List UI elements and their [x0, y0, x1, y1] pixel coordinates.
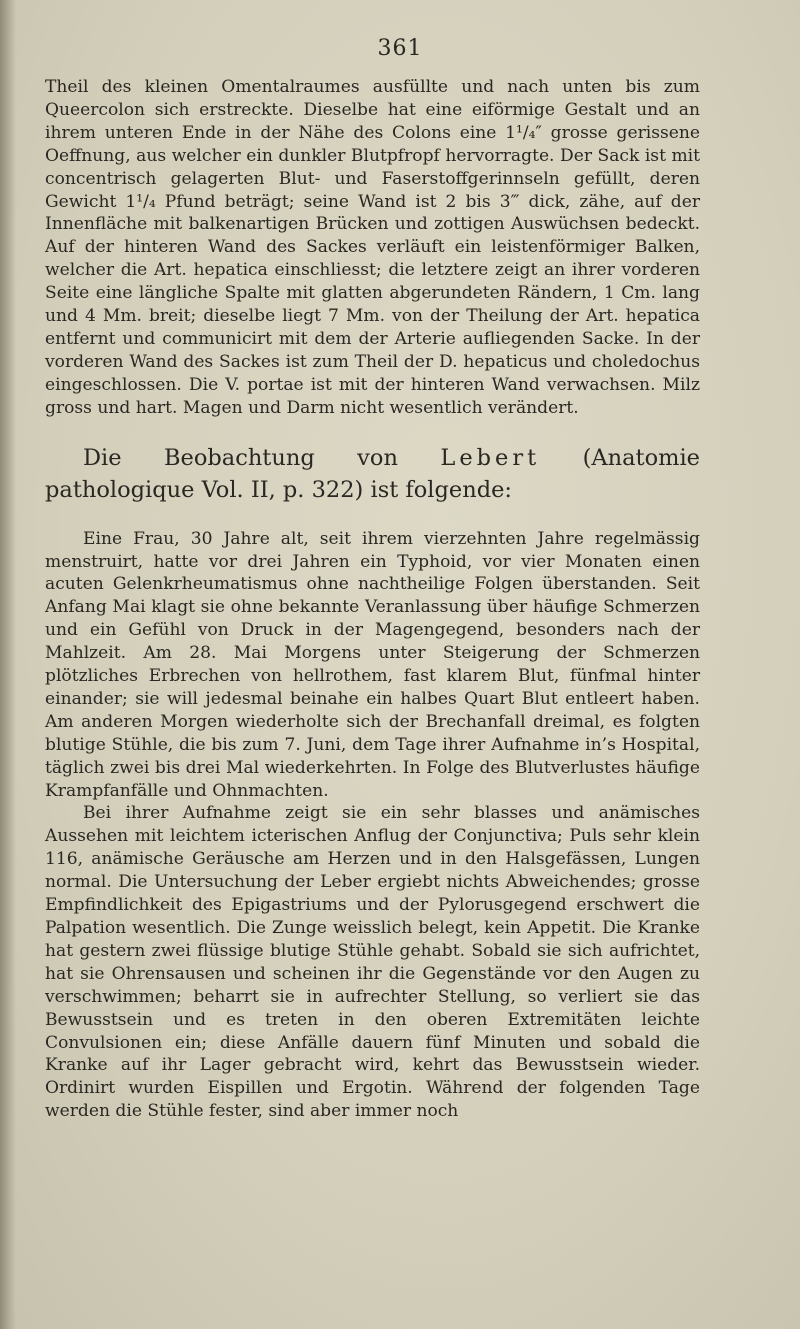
paragraph-case-history: Eine Frau, 30 Jahre alt, seit ihrem vierzehnten Jahre regelmässig menstruirt, hatte vor drei Jahren ein Typhoid, vor vier Monaten einen acuten Gelenkrheumatismus ohne nachtheilige Folgen überstanden. Seit Anfang Mai klagt sie ohne bekannte Veranlassung über häufige Schmerzen und ein Gefühl von Druck in der Magengegend, besonders nach der Mahlzeit. Am 28. Mai Morgens unter Steigerung der Schmerzen plötzliches Erbrechen von hellrothem, fast klarem Blut, fünfmal hinter einander; sie will jedesmal beinahe ein halbes Quart Blut entleert haben. Am anderen Morgen wiederholte sich der Brechanfall dreimal, es folgten blutige Stühle, die bis zum 7. Juni, dem Tage ihrer Aufnahme in’s Hospital, täglich zwei bis drei Mal wiederkehrten. In Folge des Blutverlustes häufige Krampfanfälle und Ohnmachten.: [45, 528, 700, 801]
heading-text-end: (Anatomie pathologique Vol. II, p. 322) ist folgende:: [45, 444, 700, 503]
page-body: [45, 76, 700, 1123]
paragraph-continued: Theil des kleinen Omentalraumes ausfüllte und nach unten bis zum Queercolon sich erstreckte. Dieselbe hat eine eiförmige Gestalt und an ihrem unteren Ende in der Nähe des Colons eine 1¹/₄″ grosse gerissene Oeffnung, aus welcher ein dunkler Blutpfropf hervorragte. Der Sack ist mit concentrisch gelagerten Blut- und Faserstoffgerinnseln gefüllt, deren Gewicht 1¹/₄ Pfund beträgt; seine Wand ist 2 bis 3‴ dick, zähe, auf der Innenfläche mit balkenartigen Brücken und zottigen Auswüchsen bedeckt. Auf der hinteren Wand des Sackes verläuft ein leistenförmiger Balken, welcher die Art. hepatica einschliesst; die letztere zeigt an ihrer vorderen Seite eine längliche Spalte mit glatten abgerundeten Rändern, 1 Cm. lang und 4 Mm. breit; dieselbe liegt 7 Mm. von der Theilung der Art. hepatica entfernt und communicirt mit dem der Arterie aufliegenden Sacke. In der vorderen Wand des Sackes ist zum Theil der D. hepaticus und choledochus eingeschlossen. Die V. portae ist mit der hinteren Wand verwachsen. Milz gross und hart. Magen und Darm nicht wesentlich verändert.: [45, 77, 700, 418]
author-name: Lebert: [440, 444, 541, 471]
book-spine-shadow: [0, 0, 16, 1329]
page-number: 361: [377, 36, 423, 61]
paragraph-admission-findings: Bei ihrer Aufnahme zeigt sie ein sehr blasses und anämisches Aussehen mit leichtem icterischen Anflug der Conjunctiva; Puls sehr klein 116, anämische Geräusche am Herzen und in den Halsgefässen, Lungen normal. Die Untersuchung der Leber ergiebt nichts Abweichendes; grosse Empfindlichkeit des Epigastriums und der Pylorusgegend erschwert die Palpation wesentlich. Die Zunge weisslich belegt, kein Appetit. Die Kranke hat gestern zwei flüssige blutige Stühle gehabt. Sobald sie sich aufrichtet, hat sie Ohrensausen und scheinen ihr die Gegenstände vor den Augen zu verschwimmen; beharrt sie in aufrechter Stellung, so verliert sie das Bewusstsein und es treten in den oberen Extremitäten leichte Convulsionen ein; diese Anfälle dauern fünf Minuten und sobald die Kranke auf ihr Lager gebracht wird, kehrt das Bewusstsein wieder. Ordinirt wurden Eispillen und Ergotin. Während der folgenden Tage werden die Stühle fester, sind aber immer noch: [45, 803, 700, 1122]
heading-text-start: Die Beobachtung von: [83, 444, 441, 471]
section-heading: [45, 442, 700, 506]
